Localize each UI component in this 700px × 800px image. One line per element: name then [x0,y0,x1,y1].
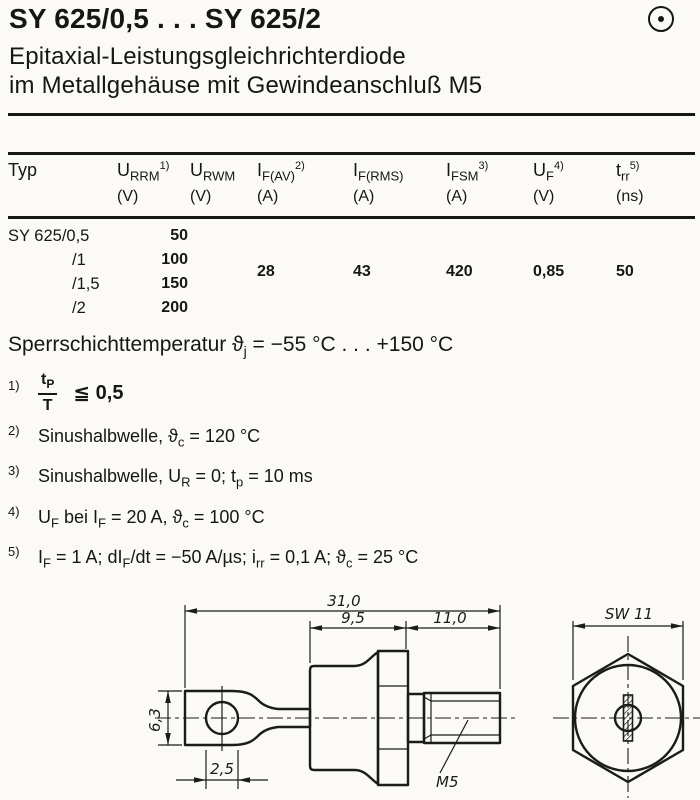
shared-value-ifsm: 420 [446,263,473,281]
column-header-typ [8,160,117,207]
urrm-value: 200 [161,299,188,317]
column-unit-ifsm: (A) [446,188,468,206]
side-view-drawing [146,592,515,791]
table-body [8,224,700,320]
shared-value-uf: 0,85 [533,263,565,281]
dim-thread-length-label: 11,0 [433,609,467,628]
fraction-numerator: $t_P$ [38,371,57,395]
column-symbol-ifrms: $I_{F(RMS)}$ [353,159,404,184]
dim-hole-label: 2,5 [210,760,234,779]
column-header-ifrms [353,160,446,207]
shared-value-if_av: 28 [257,263,275,281]
column-header-ifsm [446,160,533,207]
footnote-3 [8,463,700,491]
thread-size-label: M5 [436,773,459,792]
header-divider-rule [8,113,695,116]
column-header-urrm [117,160,190,207]
footnote-text: $I_F = 1$ A; $dI_F/dt = -50$ A/µs; $i_{rr} = 0,1$ A; $ϑ_c = 25$ °C [38,547,419,571]
hex-end-view [553,605,700,798]
footnote-4 [8,504,700,532]
type-cell: /2 [72,298,86,317]
dim-tab-width-label: 6,3 [146,708,164,733]
lead-slot-hatched [624,695,633,741]
column-unit-urrm: (V) [117,188,139,206]
column-symbol-uf: $U_F^{4)}$ [533,159,564,184]
column-symbol-trr: $t_{rr}^{5)}$ [616,159,640,184]
logo-dot [658,16,664,22]
column-header-uf [533,160,616,207]
column-header-ifav [257,160,353,207]
header [0,0,700,100]
footnote-marker: 3) [8,463,20,479]
package-outline-drawing [0,584,700,800]
footnote-text: Sinushalbwelle, $U_R = 0$; $t_p = 10$ ms [38,466,313,490]
urrm-value: 100 [161,251,188,269]
footnote-text: $U_F$ bei $I_F = 20$ A, $ϑ_c = 100$ °C [38,506,265,531]
dim-hole [176,750,268,789]
column-unit-ifav: (A) [257,188,279,206]
footnote-1 [8,371,700,415]
junction-temperature-note: Sperrschichttemperatur $ϑ_j = -55$ °C . . . +150 °C [8,333,454,360]
footnote-marker: 2) [8,422,20,438]
column-unit-trr: (ns) [616,188,644,206]
type-cell: /1,5 [72,274,100,293]
footnote-text: ≦ 0,5 [73,381,124,404]
footnote-2 [8,423,700,451]
column-symbol-typ: Typ [8,159,38,180]
dim-total-length [185,592,500,689]
thread-leader-line [440,720,468,773]
dot-circle-logo-icon [648,6,674,32]
table-header-rule [8,216,695,219]
column-header-trr [616,160,700,207]
urrm-value: 150 [161,275,188,293]
footnote-5 [8,544,700,572]
duty-cycle-fraction [38,371,57,415]
dim-thread-length [406,609,500,628]
footnote-marker: 5) [8,544,20,559]
table-header-row [8,160,700,215]
footnote-text: Sinushalbwelle, $ϑ_c = 120$ °C [38,425,261,450]
column-unit-uf: (V) [533,188,555,206]
type-cell: /1 [72,250,86,269]
page-title: SY 625/0,5 . . . SY 625/2 [9,3,322,34]
urrm-value: 50 [170,227,188,245]
table-top-rule [8,152,695,155]
footnote-marker: 1) [8,378,20,394]
column-unit-urwm: (V) [190,188,212,206]
dim-wrench-size-label: SW 11 [604,605,654,624]
shared-value-if_rms: 43 [353,263,371,281]
column-header-urwm [190,160,257,207]
column-symbol-urrm: $U_{RRM}^{1)}$ [117,159,170,184]
dim-body-length [310,609,406,663]
column-unit-ifrms: (A) [353,188,375,206]
shared-value-trr: 50 [616,263,634,281]
column-symbol-ifsm: $I_{FSM}^{3)}$ [446,159,489,184]
column-symbol-ifav: $I_{F(AV)}^{2)}$ [257,159,305,184]
dim-total-length-label: 31,0 [327,592,361,611]
subtitle-line-2: im Metallgehäuse mit Gewindeanschluß M5 [9,71,483,99]
subtitle-line-1: Epitaxial-Leistungsgleichrichterdiode [9,42,406,70]
column-symbol-urwm: $U_{RWM}$ [190,159,236,184]
dim-body-length-label: 9,5 [341,609,365,628]
footnote-marker: 4) [8,503,20,519]
footnotes-list [8,371,700,573]
fraction-denominator: T [42,396,53,414]
type-cell: SY 625/0,5 [8,226,90,245]
